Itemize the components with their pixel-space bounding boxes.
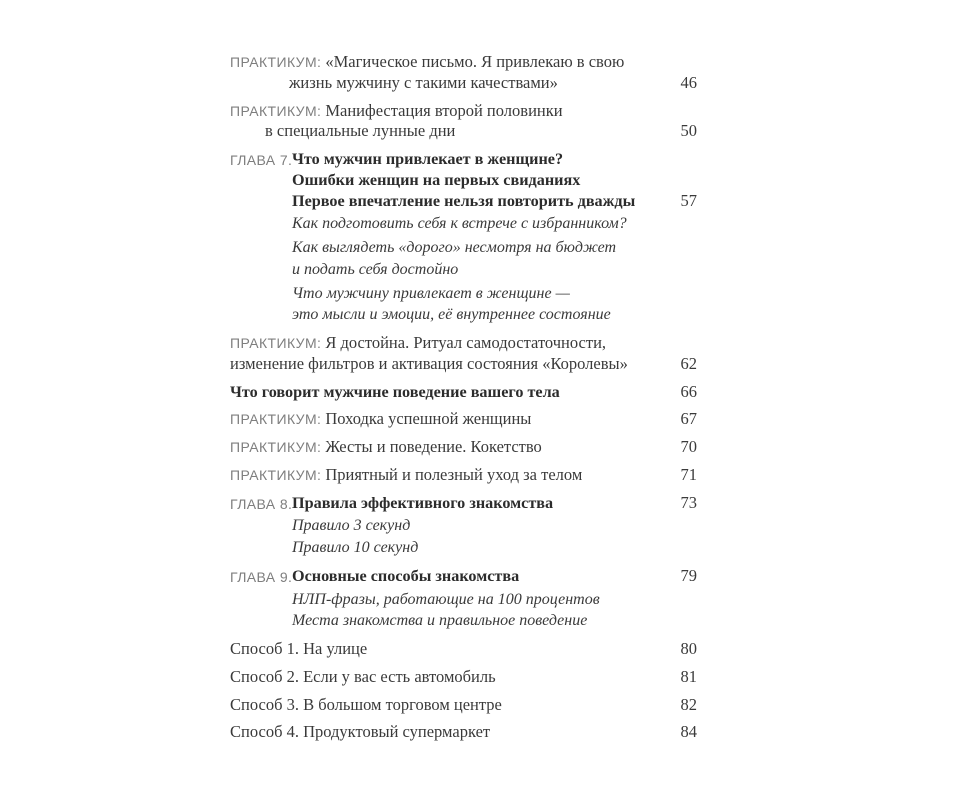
- toc-entry-plain: [230, 695, 697, 716]
- toc-line: [230, 667, 697, 688]
- page-number: 62: [680, 353, 697, 373]
- entry-text: изменение фильтров и активация состояния «Королевы»: [230, 353, 628, 373]
- entry-text: «Магическое письмо. Я привлекаю в свою: [325, 52, 625, 71]
- entry-text: Манифестация второй половинки: [325, 100, 563, 120]
- toc-entry-subitalic: [230, 237, 697, 281]
- toc-entry-chapter: [230, 149, 697, 211]
- entry-label: ПРАКТИКУМ:: [230, 102, 322, 119]
- toc-line: [230, 121, 697, 142]
- page-number: 84: [680, 722, 697, 742]
- page-number: 67: [680, 409, 697, 429]
- entry-text: Что мужчин привлекает в женщине?: [292, 150, 564, 168]
- entry-text: Приятный и полезный уход за телом: [325, 464, 583, 484]
- page-number: 82: [680, 694, 697, 714]
- entry-text: Походка успешной женщины: [325, 409, 532, 429]
- toc-line: [230, 409, 697, 430]
- toc-line: [230, 283, 697, 305]
- toc-entry-practicum: [230, 333, 697, 375]
- toc-entry-plain: [230, 667, 697, 688]
- toc-entry-practicum: [230, 101, 697, 143]
- toc-line: [230, 237, 697, 259]
- toc-line: [230, 589, 697, 611]
- entry-text: Я достойна. Ритуал самодостаточности,: [325, 333, 607, 352]
- toc-line: [230, 149, 697, 170]
- entry-text: Способ 1. На улице: [230, 639, 368, 658]
- toc-entry-practicum: [230, 409, 697, 430]
- entry-label: ГЛАВА 9.: [230, 568, 293, 585]
- toc-line: [230, 465, 697, 486]
- entry-label: ПРАКТИКУМ:: [230, 466, 322, 483]
- toc-entry-plain: [230, 639, 697, 660]
- toc-entry-subitalic: [230, 515, 697, 559]
- entry-label: ГЛАВА 8.: [230, 495, 293, 512]
- page-number: 81: [680, 666, 697, 686]
- entry-text: Правила эффективного знакомства: [292, 493, 554, 512]
- toc-line: [230, 639, 697, 660]
- toc-line: [230, 566, 697, 587]
- entry-text: Первое впечатление нельзя повторить дважды: [292, 191, 636, 210]
- entry-text: Как выглядеть «дорого» несмотря на бюджет: [292, 239, 617, 256]
- toc-line: [230, 437, 697, 458]
- page-number: 73: [680, 492, 697, 512]
- toc-entry-subitalic: [230, 589, 697, 633]
- toc-entry-practicum: [230, 437, 697, 458]
- page-number: 66: [680, 381, 697, 401]
- toc-line: [230, 493, 697, 514]
- page-number: 57: [680, 190, 697, 210]
- entry-text: Правило 3 секунд: [292, 517, 411, 535]
- entry-text: Что мужчину привлекает в женщине —: [292, 284, 570, 302]
- entry-text: и подать себя достойно: [292, 260, 459, 278]
- entry-text: Ошибки женщин на первых свиданиях: [292, 170, 581, 189]
- entry-text: Способ 3. В большом торговом центре: [230, 694, 502, 714]
- entry-label: ПРАКТИКУМ:: [230, 335, 322, 351]
- toc-entry-chapter: [230, 493, 697, 514]
- page-number: 46: [680, 72, 697, 92]
- toc-line: [230, 722, 697, 743]
- entry-text: Правило 10 секунд: [292, 539, 419, 556]
- entry-label: ПРАКТИКУМ:: [230, 54, 322, 70]
- toc-line: [230, 101, 697, 122]
- page-number: 71: [680, 464, 697, 484]
- entry-text: Способ 4. Продуктовый супермаркет: [230, 722, 491, 742]
- table-of-contents: [230, 0, 697, 743]
- entry-text: Как подготовить себя к встрече с избранником?: [292, 215, 627, 233]
- entry-text: жизнь мужчину с такими качествами»: [289, 72, 558, 92]
- page-number: 80: [680, 639, 697, 658]
- entry-text: Что говорит мужчине поведение вашего тела: [230, 382, 560, 401]
- toc-entry-subitalic: [230, 213, 697, 235]
- toc-entry-practicum: [230, 465, 697, 486]
- entry-label: ГЛАВА 7.: [230, 152, 293, 168]
- toc-line: [230, 354, 697, 375]
- page-number: 70: [680, 437, 697, 456]
- entry-text: Основные способы знакомства: [292, 566, 520, 585]
- toc-entry-boldline: [230, 382, 697, 403]
- toc-line: [230, 52, 697, 73]
- entry-text: НЛП-фразы, работающие на 100 процентов: [292, 590, 600, 608]
- entry-text: в специальные лунные дни: [265, 121, 456, 141]
- entry-text: это мысли и эмоции, её внутреннее состояние: [292, 306, 611, 324]
- toc-entry-plain: [230, 722, 697, 743]
- toc-line: [230, 333, 697, 354]
- entry-label: ПРАКТИКУМ:: [230, 411, 322, 428]
- toc-line: [230, 382, 697, 403]
- toc-line: [230, 304, 697, 326]
- toc-line: [230, 73, 697, 94]
- page-number: 50: [680, 121, 697, 141]
- entry-label: ПРАКТИКУМ:: [230, 439, 322, 455]
- page-number: 79: [680, 565, 697, 585]
- toc-entry-practicum: [230, 52, 697, 94]
- toc-line: [230, 515, 697, 537]
- toc-line: [230, 191, 697, 212]
- entry-text: Способ 2. Если у вас есть автомобиль: [230, 666, 496, 686]
- toc-entry-chapter: [230, 566, 697, 587]
- entry-text: Места знакомства и правильное поведение: [292, 612, 588, 630]
- entry-text: Жесты и поведение. Кокетство: [325, 437, 542, 456]
- toc-entry-subitalic: [230, 283, 697, 327]
- toc-line: [230, 610, 697, 632]
- toc-line: [230, 213, 697, 235]
- toc-line: [230, 170, 697, 191]
- toc-line: [230, 695, 697, 716]
- toc-line: [230, 537, 697, 559]
- toc-line: [230, 259, 697, 281]
